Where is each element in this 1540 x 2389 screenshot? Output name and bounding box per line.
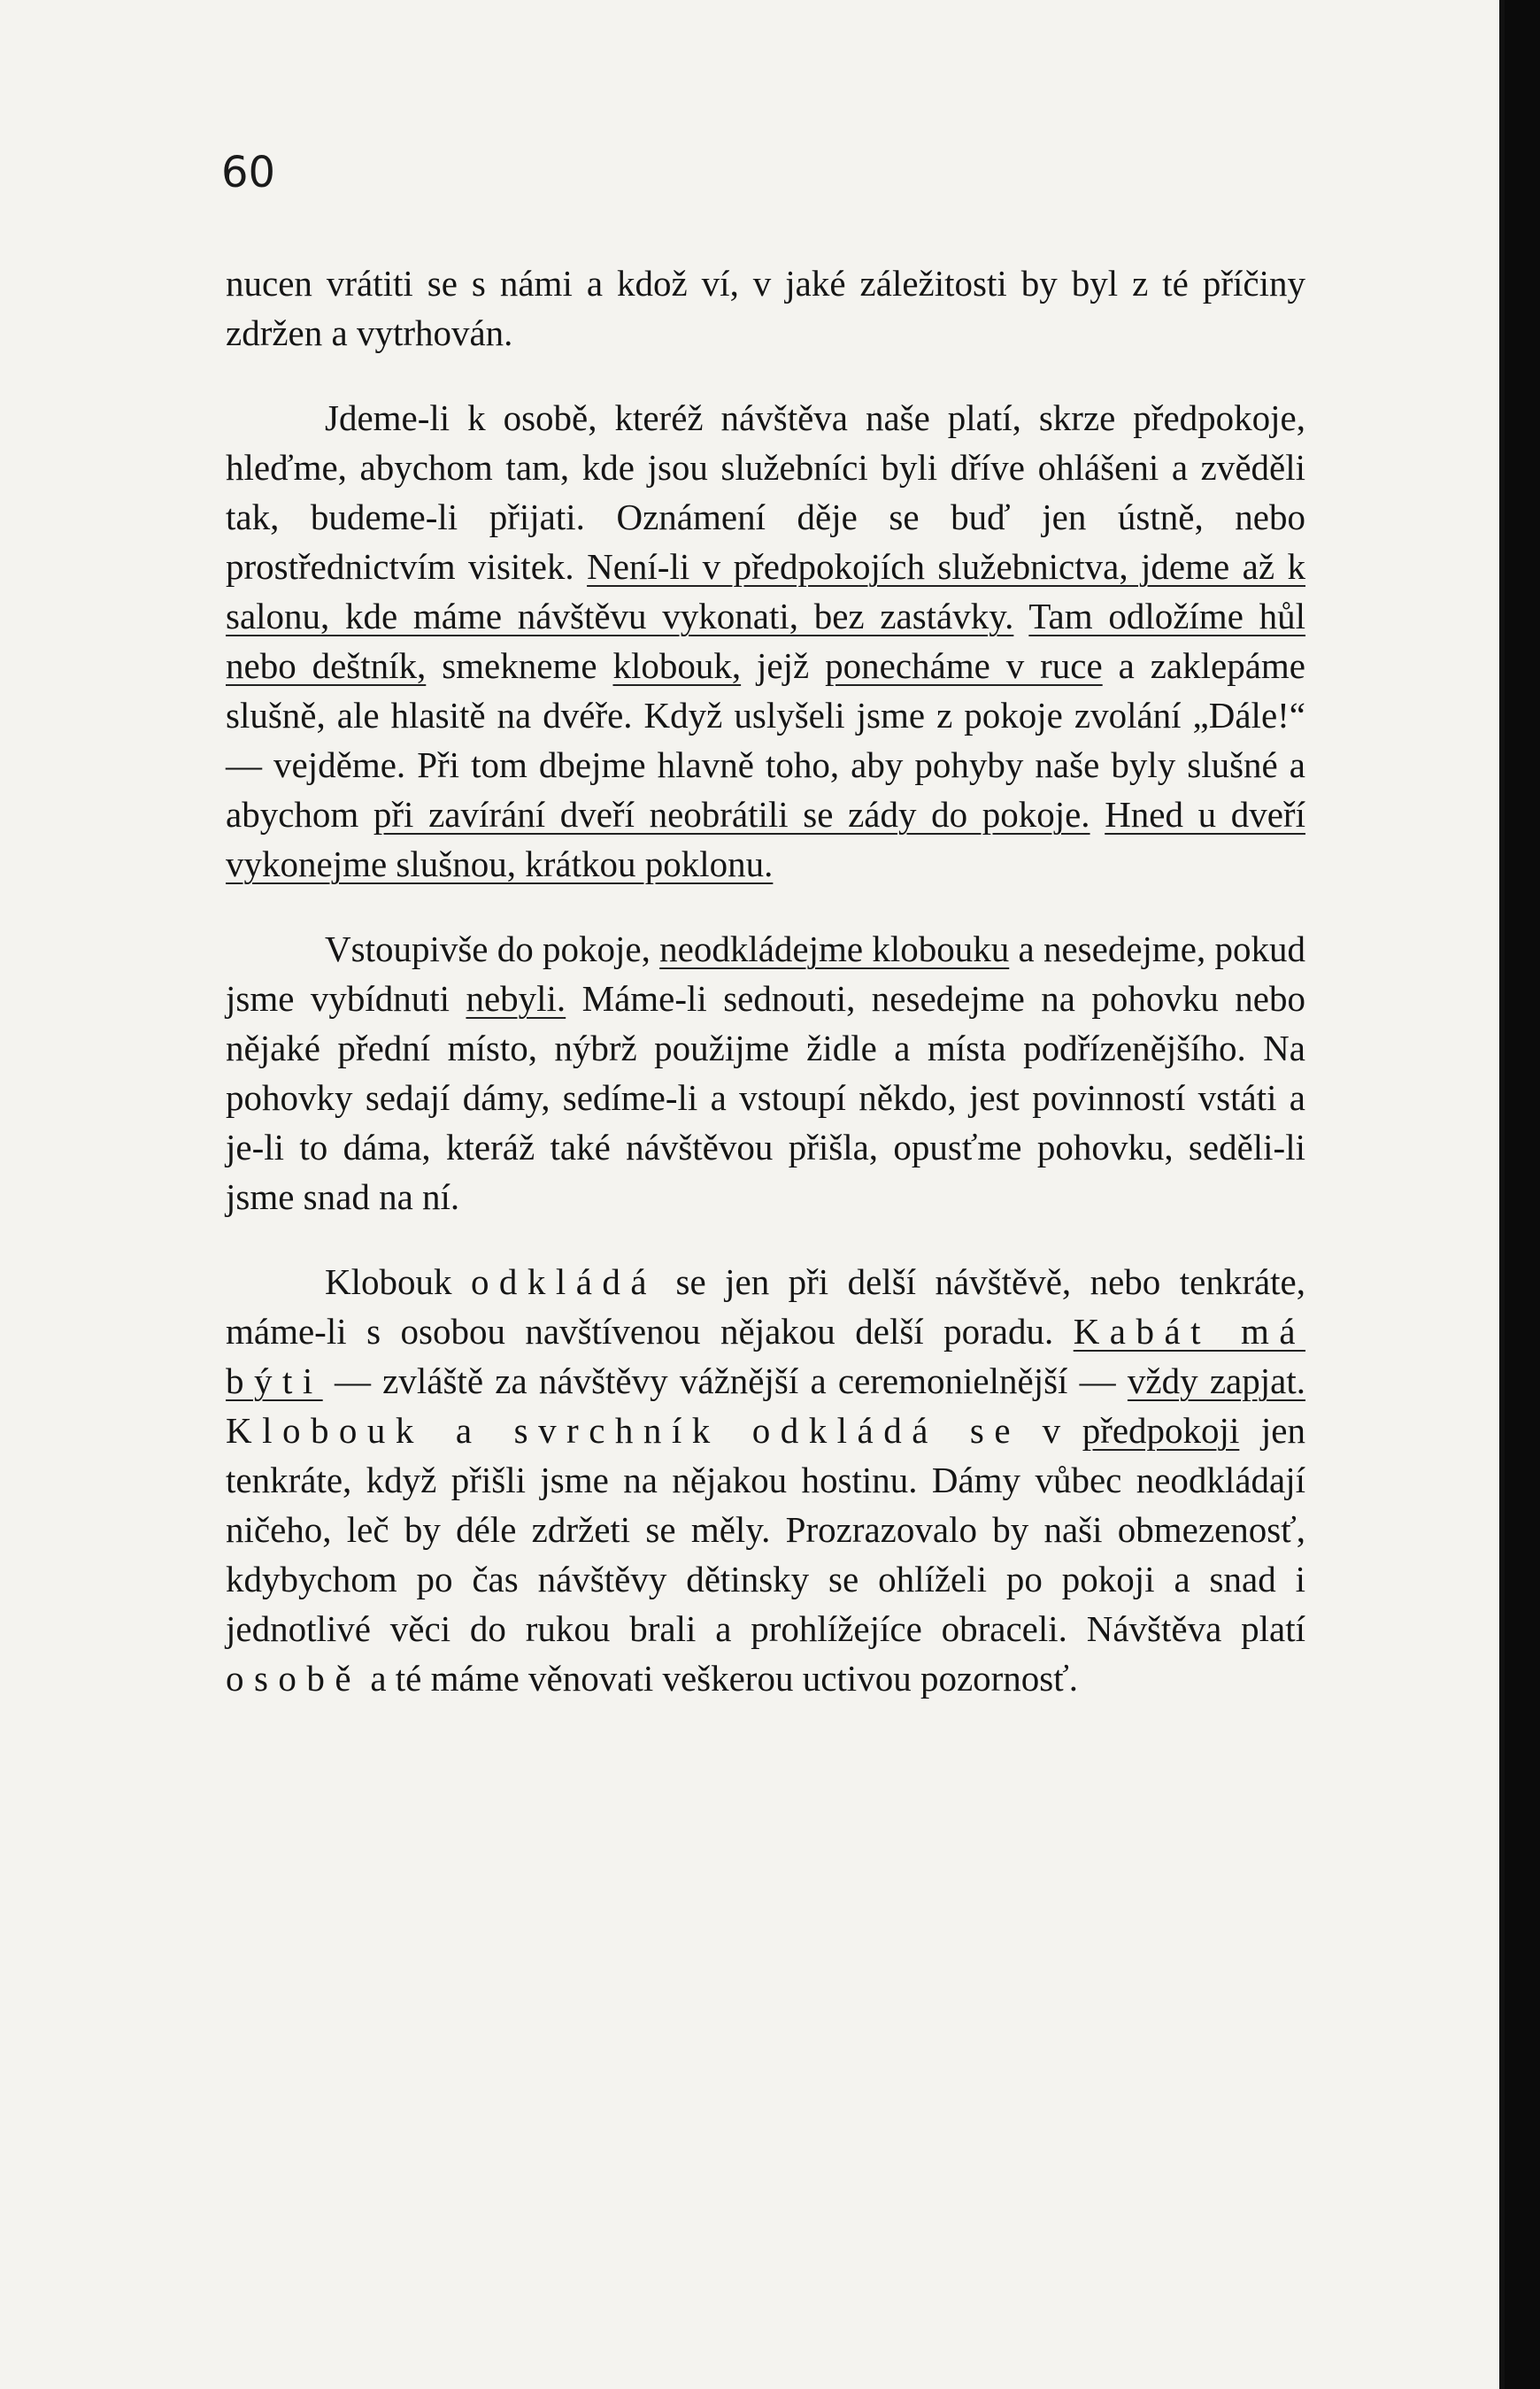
text-segment: a zaklepáme slušně, ale hlasitě na dvéře. Když uslyšeli jsme z pokoje zvolání „Dále!“ — vejděme. Při tom dbejme hlavně toho, aby pohyby naše byly slušné a abychom [226, 645, 1305, 835]
text-segment: ponecháme v ruce [825, 645, 1103, 686]
paragraph-1 [226, 258, 1305, 358]
text-segment: vždy zapjat. [1127, 1360, 1305, 1401]
paragraph-4 [226, 1257, 1305, 1703]
text-segment: v [1020, 1410, 1082, 1451]
text-segment: Kabát má býti [226, 1311, 1306, 1401]
text-segment: osobě [226, 1658, 362, 1699]
paragraph-3 [226, 924, 1305, 1221]
page-number: 60 [221, 148, 276, 197]
text-segment: Vstoupivše do pokoje, [325, 929, 660, 969]
text-segment [1090, 794, 1105, 835]
text-segment: — zvláště za návštěvy vážnější a ceremonielnější — [322, 1360, 1128, 1401]
paragraph-2 [226, 393, 1305, 889]
text-segment: neodkládejme klobouku [659, 929, 1010, 969]
text-segment: jen tenkráte, když přišli jsme na nějakou hostinu. Dámy vůbec neodkládají ničeho, leč by déle zdržeti se měly. Prozrazovalo by naši obmezenosť, kdybychom po čas návštěvy dětinsky se ohlíželi po pokoji a snad i jednotlivé věci do rukou brali a prohlížejíce obraceli. Návštěva platí [226, 1410, 1306, 1649]
page-edge-shadow [1499, 0, 1505, 2389]
text-segment [1013, 596, 1028, 636]
text-segment: nucen vrátiti se s námi a kdož ví, v jaké záležitosti by byl z té příčiny zdržen a vytrhován. [226, 263, 1305, 353]
text-segment: a té máme věnovati veškerou uctivou pozornosť. [361, 1658, 1079, 1699]
text-segment: předpokoji [1082, 1410, 1240, 1451]
text-segment: se jen při delší návštěvě, nebo tenkráte, máme-li s osobou navštívenou nějakou delší poradu. [226, 1261, 1306, 1352]
text-segment: Máme-li sednouti, nesedejme na pohovku nebo nějaké přední místo, nýbrž použijme židle a místa podřízenějšího. Na pohovky sedají dámy, sedíme-li a vstoupí někdo, jest povinností vstáti a je-li to dáma, kteráž také návštěvou přišla, opusťme pohovku, seděli-li jsme snad na ní. [226, 978, 1305, 1217]
text-segment: jejž [741, 645, 826, 686]
text-segment: při zavírání dveří neobrátili se zády do pokoje. [373, 794, 1090, 835]
text-segment: Hned u dveří vykonejme slušnou, krátkou poklonu. [226, 794, 1305, 884]
text-segment: Klobouk [325, 1261, 471, 1302]
text-segment: smekneme [426, 645, 613, 686]
text-segment: Tam odložíme hůl nebo deštník, [226, 596, 1306, 686]
text-segment: Není-li v předpokojích služebnictva, jdeme až k salonu, kde máme návštěvu vykonati, bez zastávky. [226, 546, 1305, 636]
text-segment: Klobouk a svrchník odkládá se [226, 1410, 1021, 1451]
text-segment: Jdeme-li k osobě, kteréž návštěva naše platí, skrze předpokoje, hleďme, abychom tam, kde jsou služebníci byli dříve ohlášeni a zvěděli tak, budeme-li přijati. Oznámení děje se buď jen ústně, nebo prostřednictvím visitek. [226, 397, 1305, 587]
text-segment: odkládá [470, 1261, 658, 1302]
text-segment: nebyli. [466, 978, 566, 1019]
text-segment: a nesedejme, pokud jsme vybídnuti [226, 929, 1306, 1019]
body-text [226, 258, 1305, 1703]
text-segment: klobouk, [612, 645, 742, 686]
